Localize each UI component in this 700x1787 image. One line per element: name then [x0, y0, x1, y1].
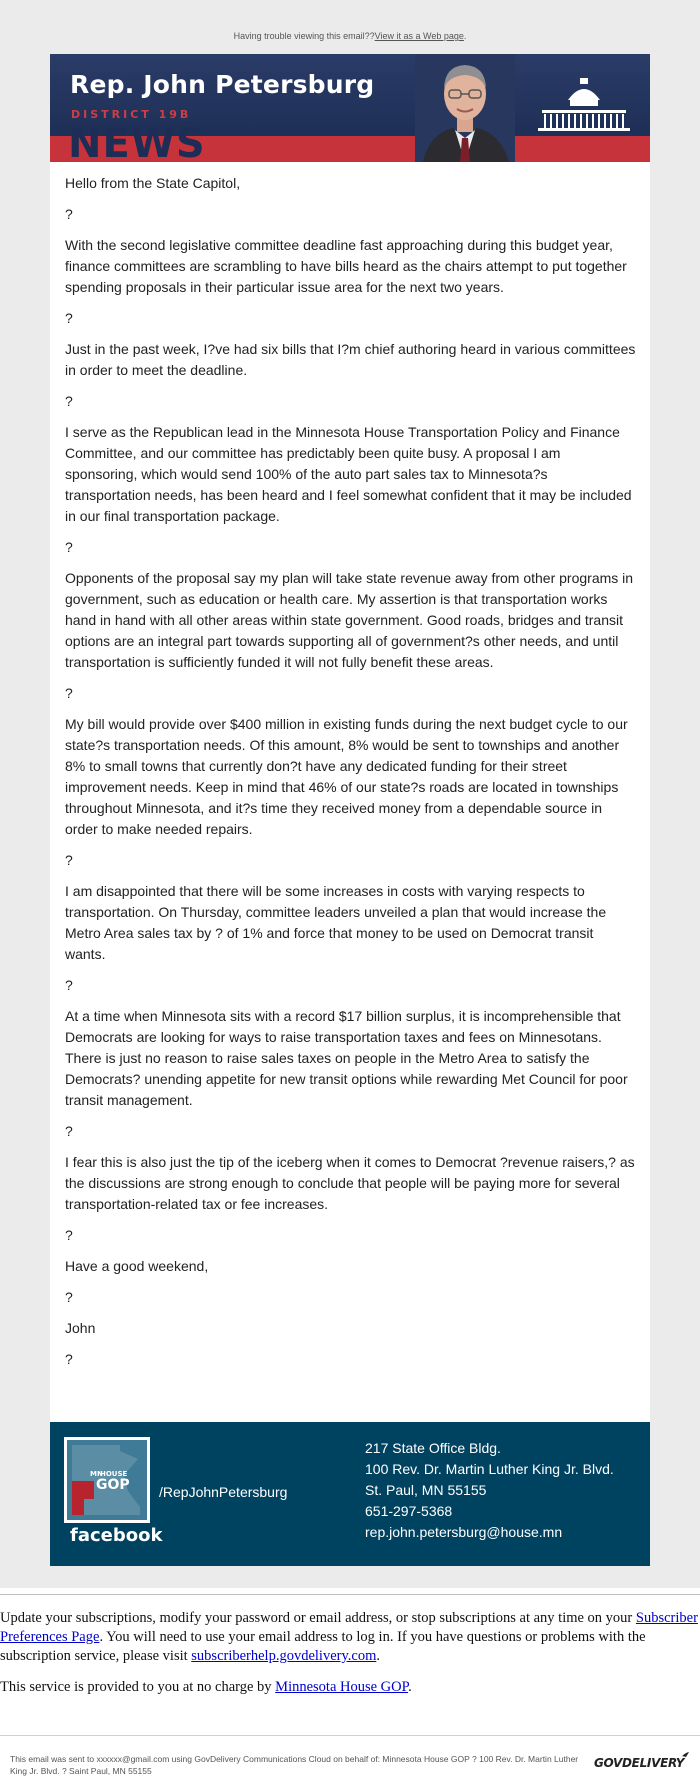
district-label: DISTRICT 19B	[71, 108, 192, 121]
email-address[interactable]: rep.john.petersburg@house.mn	[365, 1524, 563, 1540]
service-paragraph: This service is provided to you at no charge by Minnesota House GOP.	[0, 1679, 412, 1695]
body-paragraph: At a time when Minnesota sits with a record $17 billion surplus, it is incomprehensible that Democrats are looking for ways to raise transportation taxes and fees on Minnesotans. There is just no reason to raise sales taxes on people in the Metro Area to satisfy the Democrats? unending appetite for new transit options while rewarding Met Council for poor transit management.	[65, 1008, 628, 1108]
email-container	[50, 54, 650, 1424]
minnesota-house-gop-link[interactable]: Minnesota House GOP	[275, 1679, 409, 1695]
body-paragraph: Opponents of the proposal say my plan will take state revenue away from other programs in government, such as education or health care. My assertion is that transportation works hand in hand with all other areas within state government. Good roads, bridges and transit options are an integral part towards supporting all of government?s other needs, and until transportation is sufficiently funded it will not fully benefit these areas.	[65, 570, 634, 670]
news-banner	[50, 54, 650, 162]
body-paragraph: John	[65, 1320, 96, 1336]
subscriber-preferences-link[interactable]: Subscriber Preferences Page	[0, 1610, 698, 1645]
spacer-mark: ?	[65, 310, 73, 326]
mn-house-gop-logo[interactable]	[64, 1437, 150, 1523]
body-paragraph: I fear this is also just the tip of the iceberg when it comes to Democrat ?revenue raisers,? as the discussions are strong enough to conclude that people will be paying more for several transportation-related tax or fee increases.	[65, 1154, 635, 1212]
spacer-mark: ?	[65, 1289, 73, 1305]
capitol-building-icon	[538, 76, 630, 132]
email-body	[50, 162, 650, 1388]
body-paragraph: Hello from the State Capitol,	[65, 175, 241, 191]
spacer-mark: ?	[65, 393, 73, 409]
spacer-mark: ?	[65, 1351, 73, 1367]
svg-text:MN: MN	[90, 1470, 103, 1478]
divider	[0, 1594, 700, 1595]
facebook-handle[interactable]: /RepJohnPetersburg	[159, 1484, 288, 1500]
govdelivery-logo[interactable]: GOVDELIVERY	[594, 1756, 685, 1770]
rep-name: Rep. John Petersburg	[70, 70, 375, 99]
spacer-mark: ?	[65, 206, 73, 222]
body-paragraph: I serve as the Republican lead in the Minnesota House Transportation Policy and Finance Committee, and our committee has predictably been quite busy. A proposal I am sponsoring, which would send 100% of the auto part sales tax to Minnesota?s transportation needs, has been heard and I feel somewhat confident that it may be included in our final transportation package.	[65, 424, 632, 524]
facebook-label[interactable]: facebook	[70, 1525, 163, 1546]
subscription-paragraph: Update your subscriptions, modify your password or email address, or stop subscriptions at any time on your Subscriber Preferences Page. You will need to use your email address to log in. If you have questions or problems with the subscription service, please visit subscriberhelp.govdelivery.com.	[0, 1610, 698, 1664]
representative-portrait	[415, 54, 515, 162]
divider	[0, 1735, 700, 1736]
phone-number: 651-297-5368	[365, 1503, 453, 1519]
spacer-mark: ?	[65, 977, 73, 993]
subscriber-help-link[interactable]: subscriberhelp.govdelivery.com	[191, 1648, 377, 1664]
svg-text:GOP: GOP	[96, 1477, 130, 1493]
svg-text:HOUSE: HOUSE	[100, 1470, 128, 1478]
trouble-text: Having trouble viewing this email??	[233, 31, 375, 41]
spacer-mark: ?	[65, 852, 73, 868]
news-title: NEWS	[68, 121, 206, 162]
body-paragraph: With the second legislative committee deadline fast approaching during this budget year, finance committees are scrambling to have bills heard as the chairs attempt to put together spending proposals in their particular issue area for the next two years.	[65, 237, 627, 295]
address-line: 100 Rev. Dr. Martin Luther King Jr. Blvd.	[365, 1461, 614, 1477]
view-web-bar: Having trouble viewing this email??View it as a Web page.	[233, 31, 467, 41]
spacer-mark: ?	[65, 685, 73, 701]
subscription-notice	[0, 1609, 698, 1709]
body-paragraph: My bill would provide over $400 million in existing funds during the next budget cycle to our state?s transportation needs. Of this amount, 8% would be sent to townships and another 8% to small towns that currently don?t have any dedicated funding for their street improvement needs. Keep in mind that 46% of our state?s roads are located in townships throughout Minnesota, and it?s time they received money from a dependable source in order to make needed repairs.	[65, 716, 628, 837]
body-paragraph: Just in the past week, I?ve had six bills that I?m chief authoring heard in various committees in order to meet the deadline.	[65, 341, 636, 378]
spacer-mark: ?	[65, 539, 73, 555]
address-line: 217 State Office Bldg.	[365, 1440, 501, 1456]
sent-notice: This email was sent to xxxxxx@gmail.com using GovDelivery Communications Cloud on behalf of: Minnesota House GOP ? 100 Rev. Dr. Martin Luther King Jr. Blvd. ? Saint Paul, MN 55155	[10, 1754, 579, 1776]
govdelivery-swoosh-icon	[676, 1751, 690, 1765]
contact-footer	[50, 1422, 650, 1566]
view-web-link[interactable]: View it as a Web page	[374, 31, 464, 41]
address-line: St. Paul, MN 55155	[365, 1482, 487, 1498]
spacer-mark: ?	[65, 1123, 73, 1139]
spacer-mark: ?	[65, 1227, 73, 1243]
office-address	[365, 1438, 614, 1543]
body-paragraph: I am disappointed that there will be some increases in costs with varying respects to transportation. On Thursday, committee leaders unveiled a plan that would increase the Metro Area sales tax by ? of 1% and force that money to be used on Democrat transit wants.	[65, 883, 607, 962]
body-paragraph: Have a good weekend,	[65, 1258, 209, 1274]
